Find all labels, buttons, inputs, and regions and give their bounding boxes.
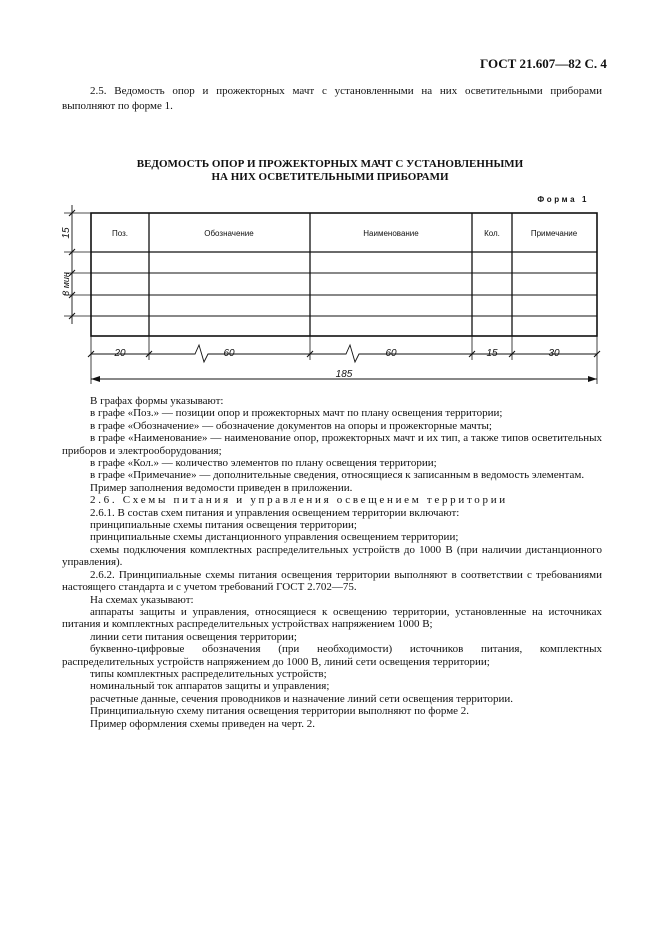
paragraph-2-6-2: 2.6.2. Принципиальные схемы питания освещения территории выполняют в соответствии с требованиями настоящего стандарта и с учетом требований ГОСТ 2.702—75. (62, 568, 602, 594)
col-header-pos: Поз. (112, 229, 128, 238)
column-description: в графе «Кол.» — количество элементов по плану освещения территории; (90, 457, 437, 470)
dim-col-qty: 15 (486, 348, 498, 359)
list-item: буквенно-цифровые обозначения (при необходимости) источников питания, комплектных распределительных устройств напряжением до 1000 В, линий сети освещения территории; (62, 643, 602, 668)
columns-intro: В графах формы указывают: (90, 395, 224, 407)
col-header-designation: Обозначение (204, 229, 254, 238)
list-item: номинальный ток аппаратов защиты и управления; (90, 680, 330, 693)
drawing-2-note: Пример оформления схемы приведен на черт. 2. (90, 717, 316, 730)
paragraph-2-6-1: 2.6.1. В состав схем питания и управления освещением территории включают: (90, 506, 460, 519)
form-2-note: Принципиальную схему питания освещения территории выполняют по форме 2. (90, 705, 470, 718)
form-title-line-2: НА НИХ ОСВЕТИТЕЛЬНЫМИ ПРИБОРАМИ (211, 171, 449, 183)
dim-total-width: 185 (335, 369, 353, 380)
body-text (62, 395, 602, 730)
list-item: типы комплектных распределительных устройств; (90, 667, 327, 680)
dim-col-note: 30 (548, 348, 560, 359)
form-title-line-1: ВЕДОМОСТЬ ОПОР И ПРОЖЕКТОРНЫХ МАЧТ С УСТАНОВЛЕННЫМИ (136, 158, 524, 170)
form-label: Форма 1 (537, 195, 589, 204)
list-item: схемы подключения комплектных распределительных устройств до 1000 В (при наличии дистанционного управления). (62, 543, 602, 569)
section-2-5-paragraph: 2.5. Ведомость опор и прожекторных мачт с установленными на них осветительными приборами выполняют по форме 1. (62, 85, 602, 112)
dim-header-height: 15 (61, 227, 72, 239)
form-1-drawing (0, 0, 661, 400)
column-description: в графе «Наименование» — наименование опор, прожекторных мачт и их тип, а также типов осветительных приборов и электрооборудования; (62, 432, 602, 457)
table-border (91, 213, 597, 336)
list-item: расчетные данные, сечения проводников и назначение линий сети освещения территории. (90, 692, 514, 705)
dim-col-name: 60 (385, 348, 397, 359)
list-item: линии сети питания освещения территории; (90, 630, 297, 643)
column-description: в графе «Обозначение» — обозначение документов на опоры и прожекторные мачты; (90, 419, 492, 432)
column-description: в графе «Примечание» — дополнительные сведения, относящиеся к записанным в ведомость элементам. (90, 469, 585, 482)
dim-col-designation: 60 (223, 348, 235, 359)
dim-row-height: 8 мин (61, 272, 71, 296)
list-item: принципиальные схемы дистанционного управления освещением территории; (90, 531, 459, 544)
col-header-name: Наименование (363, 229, 419, 238)
list-item: принципиальные схемы питания освещения территории; (90, 519, 357, 532)
column-description: в графе «Поз.» — позиции опор и прожекторных мачт по плану освещения территории; (90, 407, 503, 420)
example-note: Пример заполнения ведомости приведен в приложении. (90, 481, 353, 494)
column-dimension-line (91, 345, 597, 362)
col-header-qty: Кол. (484, 229, 500, 238)
schemes-intro: На схемах указывают: (90, 593, 194, 606)
dim-col-pos: 20 (114, 348, 126, 359)
section-2-6-heading: 2.6. Схемы питания и управления освещением территории (90, 494, 508, 507)
list-item: аппараты защиты и управления, относящиеся к освещению территории, установленные на источниках питания и комплектных распределительных устройствах напряжением 1000 В; (62, 605, 602, 631)
col-header-note: Примечание (530, 229, 578, 238)
page-header: ГОСТ 21.607—82 С. 4 (480, 56, 607, 71)
